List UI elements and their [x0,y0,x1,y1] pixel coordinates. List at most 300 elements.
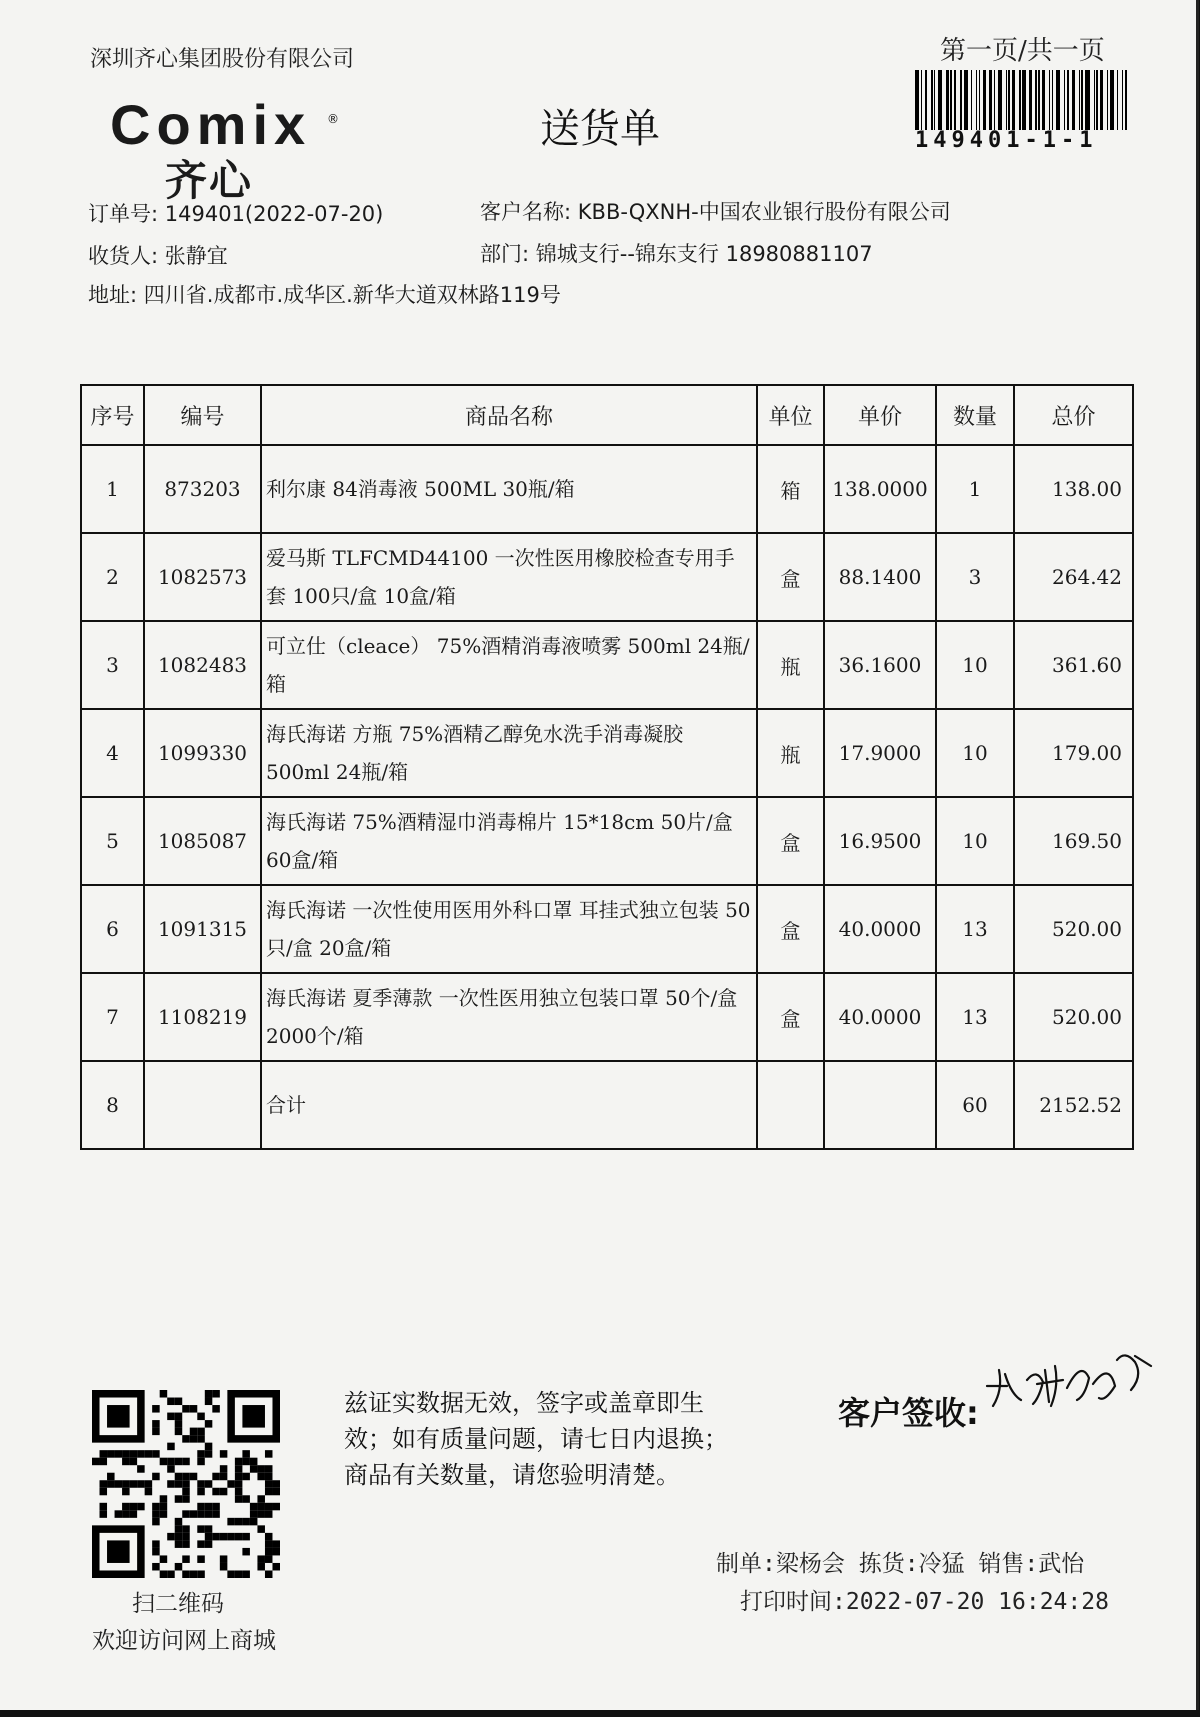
qr-module [175,1398,183,1406]
qr-module [235,1488,243,1496]
qr-module [182,1495,190,1503]
cell-code: 1085087 [144,797,261,885]
barcode-bar [1019,70,1020,130]
barcode-bar [994,70,995,130]
qr-module [190,1428,198,1436]
barcode-bar [1096,70,1097,130]
qr-module [197,1525,205,1533]
qr-module [115,1480,123,1488]
cell-no: 1 [81,445,144,533]
qr-module [257,1563,265,1571]
qr-module [107,1450,115,1458]
qr-module [242,1458,250,1466]
barcode-bar [1035,70,1036,130]
registered-mark: ® [327,112,339,126]
qr-module [167,1458,175,1466]
address [88,279,561,309]
qr-module [167,1443,175,1451]
qr-module [130,1503,138,1511]
items-table [80,384,1134,1150]
qr-module [197,1450,205,1458]
qr-module [130,1480,138,1488]
barcode-bar [976,70,977,130]
barcode-bar [971,70,972,130]
qr-module [197,1488,205,1496]
qr-module [220,1473,228,1481]
qr-module [167,1413,175,1421]
qr-module [197,1435,205,1443]
qr-module [205,1533,213,1541]
barcode-bar [1094,70,1095,130]
qr-module [152,1450,160,1458]
barcode-bar [1067,70,1070,130]
qr-module [182,1473,190,1481]
cell-price: 16.9500 [824,797,936,885]
barcode-bar [1064,70,1065,130]
qr-module [160,1570,168,1578]
qr-module [197,1503,205,1511]
qr-module [227,1533,235,1541]
qr-module [122,1510,130,1518]
cell-code: 1108219 [144,973,261,1061]
notice-line: 兹证实数据无效，签字或盖章即生 [344,1389,704,1417]
qr-module [265,1570,273,1578]
qr-module [122,1480,130,1488]
qr-module [242,1518,250,1526]
company-name: 深圳齐心集团股份有限公司 [90,47,355,72]
table-row [81,445,1133,533]
qr-module [235,1570,243,1578]
barcode-bar [1022,70,1026,130]
qr-module [257,1503,265,1511]
qr-module [122,1488,130,1496]
qr-module [250,1518,258,1526]
qr-code [92,1390,280,1578]
qr-module [242,1548,250,1556]
qr-module [145,1488,153,1496]
cell-qty: 1 [936,445,1014,533]
qr-module [242,1533,250,1541]
cell-name: 海氏海诺 夏季薄款 一次性医用独立包装口罩 50个/盒 2000个/箱 [261,973,757,1061]
qr-module [265,1510,273,1518]
table-row [81,885,1133,973]
qr-module [182,1458,190,1466]
barcode-bar [1085,70,1089,130]
cell-unit: 盒 [757,797,824,885]
qr-module [100,1503,108,1511]
qr-module [182,1405,190,1413]
qr-finder [242,1405,265,1428]
qr-module [212,1473,220,1481]
qr-module [250,1458,258,1466]
qr-module [182,1540,190,1548]
barcode-bar [983,70,986,130]
qr-module [235,1465,243,1473]
cell-code: 873203 [144,445,261,533]
cell-code: 1099330 [144,709,261,797]
qr-module [257,1473,265,1481]
cell-name: 可立仕（cleace） 75%酒精消毒液喷雾 500ml 24瓶/箱 [261,621,757,709]
cell-no: 3 [81,621,144,709]
qr-module [272,1548,280,1556]
table-row [81,621,1133,709]
qr-module [197,1458,205,1466]
qr-module [205,1510,213,1518]
qr-module [145,1450,153,1458]
cell-unit: 盒 [757,885,824,973]
barcode-bar [1100,70,1103,130]
customer-value: KBB-QXNH-中国农业银行股份有限公司 [577,200,951,224]
qr-module [175,1473,183,1481]
qr-module [242,1570,250,1578]
barcode-bar [1049,70,1050,130]
barcode-bar [1042,70,1045,130]
qr-module [205,1480,213,1488]
barcode-bar [1110,70,1114,130]
qr-module [205,1450,213,1458]
barcode-number: 149401-1-1 [915,128,1098,153]
qr-module [175,1518,183,1526]
qr-module [182,1525,190,1533]
barcode-bar [946,70,949,130]
cell-total: 169.50 [1014,797,1133,885]
qr-module [190,1570,198,1578]
cell-unit: 瓶 [757,621,824,709]
qr-module [205,1503,213,1511]
qr-module [152,1510,160,1518]
barcode-bar [979,70,980,130]
qr-module [265,1540,273,1548]
cell-code: 1082573 [144,533,261,621]
qr-module [220,1465,228,1473]
qr-module [197,1480,205,1488]
barcode-bar [1079,70,1080,130]
qr-module [265,1450,273,1458]
barcode-bar [1029,70,1032,130]
qr-module [235,1518,243,1526]
qr-module [250,1510,258,1518]
qr-module [220,1450,228,1458]
barcode-bar [1052,70,1053,130]
qr-module [167,1570,175,1578]
qr-module [250,1503,258,1511]
qr-module [227,1570,235,1578]
qr-module [205,1398,213,1406]
comix-logo-chinese: 齐心 [165,156,254,205]
customer-signature [985,1340,1155,1420]
qr-module [242,1473,250,1481]
header-total: 总价 [1014,385,1133,445]
cell-total: 138.00 [1014,445,1133,533]
qr-finder [107,1540,130,1563]
qr-module [160,1390,168,1398]
qr-module [145,1480,153,1488]
qr-module [175,1533,183,1541]
qr-module [257,1510,265,1518]
department [480,238,873,268]
qr-module [160,1555,168,1563]
cell-unit: 瓶 [757,709,824,797]
cell-unit: 箱 [757,445,824,533]
qr-module [265,1503,273,1511]
qr-module [212,1405,220,1413]
qr-module [175,1413,183,1421]
header-no: 序号 [81,385,144,445]
qr-caption: 扫二维码 [132,1591,224,1617]
qr-module [265,1555,273,1563]
qr-module [257,1495,265,1503]
qr-module [190,1435,198,1443]
barcode-bar [950,70,951,130]
qr-module [92,1458,100,1466]
total-row [81,1061,1133,1149]
qr-module [107,1480,115,1488]
qr-module [212,1503,220,1511]
receiver-value: 张静宜 [164,244,228,268]
barcode-bar [998,70,1002,130]
qr-module [205,1443,213,1451]
qr-module [235,1495,243,1503]
qr-module [175,1480,183,1488]
cell-total: 179.00 [1014,709,1133,797]
qr-module [137,1465,145,1473]
barcode-bar [1117,70,1118,130]
qr-module [115,1450,123,1458]
table-row [81,533,1133,621]
qr-module [182,1488,190,1496]
cell-qty: 13 [936,885,1014,973]
qr-module [100,1480,108,1488]
barcode-bar [1056,70,1060,130]
cell-code [144,1061,261,1149]
barcode-bar [921,70,922,130]
table-row [81,973,1133,1061]
cell-qty: 10 [936,621,1014,709]
qr-module [197,1428,205,1436]
barcode-bar [1008,70,1009,130]
cell-price: 17.9000 [824,709,936,797]
cell-code: 1082483 [144,621,261,709]
qr-module [212,1488,220,1496]
qr-module [175,1420,183,1428]
order-value: 149401(2022-07-20) [164,202,384,226]
barcode-bar [1081,70,1082,130]
qr-module [152,1540,160,1548]
qr-module [182,1510,190,1518]
barcode-bar [1107,70,1108,130]
notice-line: 商品有关数量，请您验明清楚。 [344,1461,680,1489]
cell-unit: 盒 [757,533,824,621]
barcode-bar [938,70,942,130]
qr-module [242,1450,250,1458]
qr-module [197,1413,205,1421]
qr-module [205,1525,213,1533]
customer-label: 客户名称: [480,200,572,224]
cell-name: 海氏海诺 75%酒精湿巾消毒棉片 15*18cm 50片/盒 60盒/箱 [261,797,757,885]
qr-module [160,1503,168,1511]
qr-module [220,1563,228,1571]
qr-module [167,1398,175,1406]
address-label: 地址: [88,283,138,307]
qr-module [100,1488,108,1496]
qr-module [122,1458,130,1466]
cell-no: 4 [81,709,144,797]
cell-no: 5 [81,797,144,885]
barcode-bar [989,70,992,130]
qr-module [182,1533,190,1541]
customer-name [480,196,951,226]
cell-no: 6 [81,885,144,973]
dept-label: 部门: [480,242,530,266]
qr-module [190,1405,198,1413]
header-unit: 单位 [757,385,824,445]
qr-module [152,1503,160,1511]
qr-module [205,1390,213,1398]
qr-module [167,1533,175,1541]
qr-module [197,1510,205,1518]
qr-module [152,1405,160,1413]
qr-module [272,1503,280,1511]
cell-no: 7 [81,973,144,1061]
qr-module [257,1525,265,1533]
cell-no: 8 [81,1061,144,1149]
cell-name: 海氏海诺 方瓶 75%酒精乙醇免水洗手消毒凝胶 500ml 24瓶/箱 [261,709,757,797]
qr-module [160,1495,168,1503]
qr-module [100,1510,108,1518]
cell-price: 36.1600 [824,621,936,709]
qr-module [182,1480,190,1488]
qr-module [257,1465,265,1473]
cell-price [824,1061,936,1149]
qr-module [197,1540,205,1548]
notice-line: 效；如有质量问题，请七日内退换； [344,1425,728,1453]
barcode-bar [954,70,955,130]
qr-module [265,1465,273,1473]
qr-module [227,1518,235,1526]
qr-module [100,1458,108,1466]
qr-module [137,1450,145,1458]
qr-module [137,1480,145,1488]
qr-module [160,1458,168,1466]
qr-module [152,1563,160,1571]
cell-total: 520.00 [1014,973,1133,1061]
qr-module [107,1473,115,1481]
qr-module [197,1555,205,1563]
comix-logo: Comix [110,93,312,156]
qr-module [250,1465,258,1473]
qr-module [175,1563,183,1571]
cell-price: 88.1400 [824,533,936,621]
staff-line: 制单:梁杨会 拣货:冷猛 销售:武怡 [716,1551,1085,1577]
cell-total: 520.00 [1014,885,1133,973]
barcode [915,70,1130,130]
cell-qty: 10 [936,709,1014,797]
qr-module [235,1533,243,1541]
barcode-bar [915,70,919,130]
qr-module [167,1480,175,1488]
qr-module [257,1555,265,1563]
qr-module [152,1518,160,1526]
print-time: 打印时间:2022-07-20 16:24:28 [740,1589,1109,1615]
cell-price: 138.0000 [824,445,936,533]
barcode-bar [1122,70,1123,130]
table-row [81,797,1133,885]
barcode-bar [960,70,963,130]
cell-name: 利尔康 84消毒液 500ML 30瓶/箱 [261,445,757,533]
receiver [88,240,228,270]
order-label: 订单号: [88,202,159,226]
address-value: 四川省.成都市.成华区.新华大道双林路119号 [143,283,561,307]
header-name: 商品名称 [261,385,757,445]
qr-module [212,1390,220,1398]
cell-price: 40.0000 [824,973,936,1061]
qr-module [130,1510,138,1518]
qr-module [122,1503,130,1511]
barcode-bar [1012,70,1015,130]
customer-sign-label: 客户签收: [838,1394,979,1432]
total-qty: 60 [936,1061,1014,1149]
barcode-bar [934,70,935,130]
qr-module [175,1540,183,1548]
qr-module [205,1540,213,1548]
qr-finder [107,1405,130,1428]
barcode-bar [925,70,928,130]
qr-module [235,1473,243,1481]
barcode-bar [964,70,968,130]
cell-code: 1091315 [144,885,261,973]
notice-text [344,1385,728,1493]
receiver-label: 收货人: [88,244,159,268]
qr-module [152,1420,160,1428]
dept-value: 锦城支行--锦东支行 18980881107 [535,242,873,266]
qr-module [182,1435,190,1443]
order-number [88,198,383,228]
table-header-row [81,385,1133,445]
barcode-bar [1038,70,1039,130]
qr-module [167,1465,175,1473]
qr-module [265,1480,273,1488]
qr-module [130,1450,138,1458]
qr-module [160,1510,168,1518]
qr-module [122,1450,130,1458]
qr-module [175,1525,183,1533]
barcode-bar [1072,70,1075,130]
qr-module [235,1458,243,1466]
table-row [81,709,1133,797]
qr-module [265,1548,273,1556]
barcode-bar [1125,70,1128,130]
qr-module [272,1563,280,1571]
qr-module [190,1473,198,1481]
grand-total: 2152.52 [1014,1061,1133,1149]
qr-module [130,1458,138,1466]
qr-module [265,1533,273,1541]
cell-name: 海氏海诺 一次性使用医用外科口罩 耳挂式独立包装 50只/盒 20盒/箱 [261,885,757,973]
cell-qty: 13 [936,973,1014,1061]
qr-module [212,1510,220,1518]
qr-module [152,1428,160,1436]
header-code: 编号 [144,385,261,445]
cell-total: 264.42 [1014,533,1133,621]
qr-module [242,1495,250,1503]
qr-module [152,1473,160,1481]
qr-module [227,1480,235,1488]
header-qty: 数量 [936,385,1014,445]
qr-module [137,1503,145,1511]
qr-module [182,1570,190,1578]
page-indicator: 第一页/共一页 [940,36,1105,66]
qr-module [190,1510,198,1518]
